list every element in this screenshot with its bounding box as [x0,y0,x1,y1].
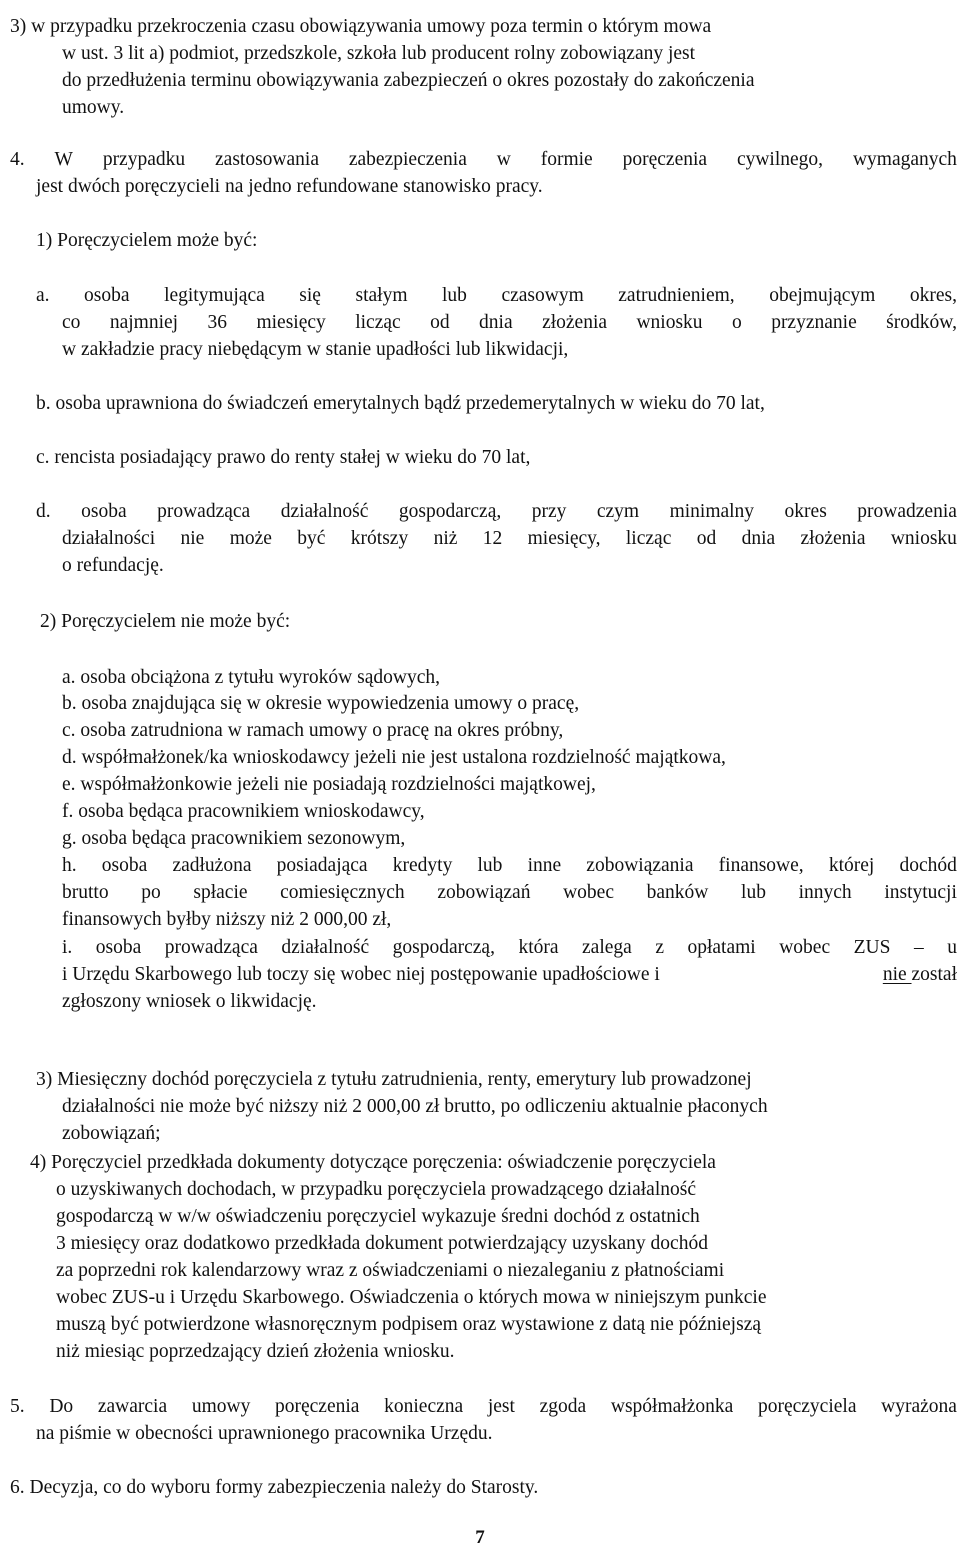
para3-line: w ust. 3 lit a) podmiot, przedszkole, szkoła lub producent rolny zobowiązany jest [62,43,696,64]
subsection1-heading: 1) Poręczycielem może być: [36,230,258,251]
condition3-line: zobowiązań; [62,1123,161,1144]
item-d-line: d. osoba prowadząca działalność gospodarczą, przy czym minimalny okres prowadzenia [36,501,957,522]
excl-h-line: brutto po spłacie comiesięcznych zobowiązań wobec banków lub innych instytucji [62,882,957,903]
condition4-line: 4) Poręczyciel przedkłada dokumenty dotyczące poręczenia: oświadczenie poręczyciela [30,1152,716,1173]
point4-line: jest dwóch poręczycieli na jedno refundowane stanowisko pracy. [36,176,543,197]
item-a-line: a. osoba legitymująca się stałym lub czasowym zatrudnieniem, obejmującym okres, [36,285,957,306]
para3-line: 3) w przypadku przekroczenia czasu obowiązywania umowy poza termin o którym mowa [10,16,712,37]
condition4-line: wobec ZUS-u i Urzędu Skarbowego. Oświadczenia o których mowa w niniejszym punkcie [56,1287,767,1308]
condition3-line: działalności nie może być niższy niż 2 000,00 zł brutto, po odliczeniu aktualnie płaconych [62,1096,768,1117]
excl-a: a. osoba obciążona z tytułu wyroków sądowych, [62,667,440,688]
excl-d: d. współmałżonek/ka wnioskodawcy jeżeli nie jest ustalona rozdzielność majątkowa, [62,747,726,768]
line-segment: i Urzędu Skarbowego lub toczy się wobec niej postępowanie upadłościowe i [62,964,660,985]
page-number: 7 [475,1527,485,1548]
excl-e: e. współmałżonkowie jeżeli nie posiadają rozdzielności majątkowej, [62,774,596,795]
para3-line: umowy. [62,97,125,118]
condition4-line: 3 miesięcy oraz dodatkowo przedkłada dokument potwierdzający uzyskany dochód [56,1233,708,1254]
item-c: c. rencista posiadający prawo do renty stałej w wieku do 70 lat, [36,447,531,468]
point5-line: na piśmie w obecności uprawnionego pracownika Urzędu. [36,1423,493,1444]
condition4-line: niż miesiąc poprzedzający dzień złożenia wniosku. [56,1341,455,1362]
point4-line: 4. W przypadku zastosowania zabezpieczenia w formie poręczenia cywilnego, wymaganych [10,149,957,170]
point6-line: 6. Decyzja, co do wyboru formy zabezpieczenia należy do Starosty. [10,1477,539,1498]
excl-h-line: finansowych byłby niższy niż 2 000,00 zł, [62,909,392,930]
subsection2-heading: 2) Poręczycielem nie może być: [40,611,291,632]
excl-i-line: i. osoba prowadząca działalność gospodarczą, która zalega z opłatami wobec ZUS – u [62,937,957,958]
condition3-line: 3) Miesięczny dochód poręczyciela z tytułu zatrudnienia, renty, emerytury lub prowadzonej [36,1069,752,1090]
excl-f: f. osoba będąca pracownikiem wnioskodawcy, [62,801,425,822]
underlined-word: nie [882,964,912,985]
point5-line: 5. Do zawarcia umowy poręczenia konieczna jest zgoda współmałżonka poręczyciela wyrażona [10,1396,957,1417]
item-a-line: co najmniej 36 miesięcy licząc od dnia złożenia wniosku o przyznanie środków, [62,312,957,333]
condition4-line: gospodarczą w w/w oświadczeniu poręczyciel wykazuje średni dochód z ostatnich [56,1206,700,1227]
excl-b: b. osoba znajdująca się w okresie wypowiedzenia umowy o pracę, [62,693,580,714]
excl-g: g. osoba będąca pracownikiem sezonowym, [62,828,406,849]
condition4-line: muszą być potwierdzone własnoręcznym podpisem oraz wystawione z datą nie późniejszą [56,1314,761,1335]
condition4-line: za poprzedni rok kalendarzowy wraz z oświadczeniami o niezaleganiu z płatnościami [56,1260,725,1281]
item-a-line: w zakładzie pracy niebędącym w stanie upadłości lub likwidacji, [62,339,569,360]
item-d-line: o refundację. [62,555,164,576]
excl-c: c. osoba zatrudniona w ramach umowy o pracę na okres próbny, [62,720,564,741]
item-d-line: działalności nie może być krótszy niż 12 miesięcy, licząc od dnia złożenia wniosku [62,528,957,549]
excl-i-line: zgłoszony wniosek o likwidację. [62,991,317,1012]
para3-line: do przedłużenia terminu obowiązywania zabezpieczeń o okres pozostały do zakończenia [62,70,755,91]
item-b: b. osoba uprawniona do świadczeń emerytalnych bądź przedemerytalnych w wieku do 70 lat, [36,393,765,414]
excl-h-line: h. osoba zadłużona posiadająca kredyty lub inne zobowiązania finansowe, której dochód [62,855,957,876]
line-segment: został [911,964,957,985]
excl-i-line [62,962,957,988]
condition4-line: o uzyskiwanych dochodach, w przypadku poręczyciela prowadzącego działalność [56,1179,696,1200]
